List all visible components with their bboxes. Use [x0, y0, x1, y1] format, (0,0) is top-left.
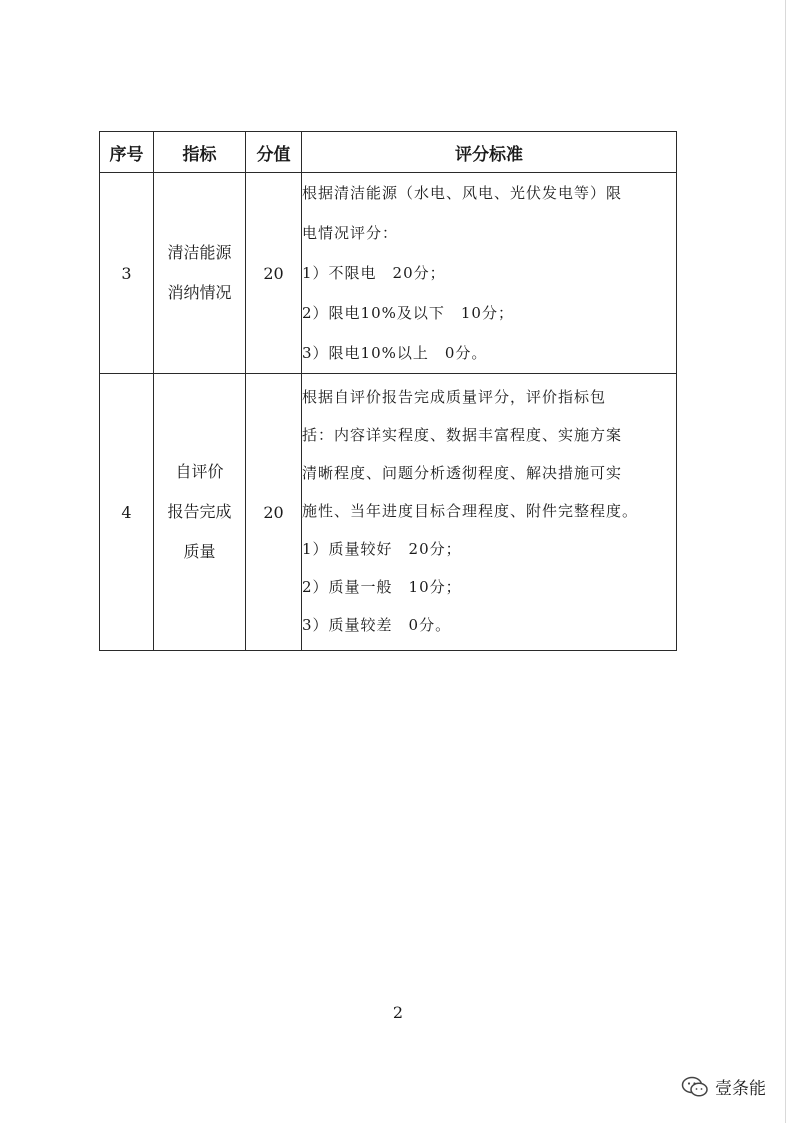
criteria-line: 3）限电10%以上 0分。	[302, 344, 488, 362]
page-number: 2	[392, 1003, 404, 1022]
criteria-line: 括：内容详实程度、数据丰富程度、实施方案	[302, 426, 623, 444]
row-number: 3	[100, 173, 154, 374]
criteria-line: 电情况评分：	[302, 224, 399, 242]
criteria-line: 1）质量较好 20分；	[302, 540, 462, 558]
table-header-row	[100, 132, 677, 173]
criteria-line: 清晰程度、问题分析透彻程度、解决措施可实	[302, 464, 623, 482]
header-score: 分值	[246, 132, 302, 173]
row-indicator	[154, 173, 246, 374]
row-indicator	[154, 374, 246, 651]
criteria-line: 2）限电10%及以下 10分；	[302, 304, 514, 322]
indicator-line: 自评价	[175, 462, 224, 481]
scoring-table	[99, 131, 677, 651]
indicator-line: 清洁能源	[167, 243, 232, 262]
criteria-line: 施性、当年进度目标合理程度、附件完整程度。	[302, 502, 639, 520]
table-row	[100, 173, 677, 374]
row-number: 4	[100, 374, 154, 651]
watermark	[681, 1074, 766, 1099]
indicator-line: 消纳情况	[167, 283, 232, 302]
criteria-line: 根据清洁能源（水电、风电、光伏发电等）限	[302, 184, 623, 202]
watermark-text: 壹条能	[715, 1079, 766, 1099]
criteria-line: 3）质量较差 0分。	[302, 616, 452, 634]
header-indicator: 指标	[154, 132, 246, 173]
wechat-icon	[681, 1076, 709, 1098]
criteria-line: 根据自评价报告完成质量评分，评价指标包	[302, 388, 607, 406]
page-edge	[785, 0, 786, 1123]
table-row	[100, 374, 677, 651]
row-criteria	[302, 374, 677, 651]
row-score: 20	[246, 374, 302, 651]
row-criteria	[302, 173, 677, 374]
criteria-line: 2）质量一般 10分；	[302, 578, 462, 596]
indicator-line: 质量	[183, 542, 216, 561]
indicator-line: 报告完成	[167, 502, 232, 521]
header-number: 序号	[100, 132, 154, 173]
row-score: 20	[246, 173, 302, 374]
criteria-line: 1）不限电 20分；	[302, 264, 446, 282]
header-criteria: 评分标准	[302, 132, 677, 173]
